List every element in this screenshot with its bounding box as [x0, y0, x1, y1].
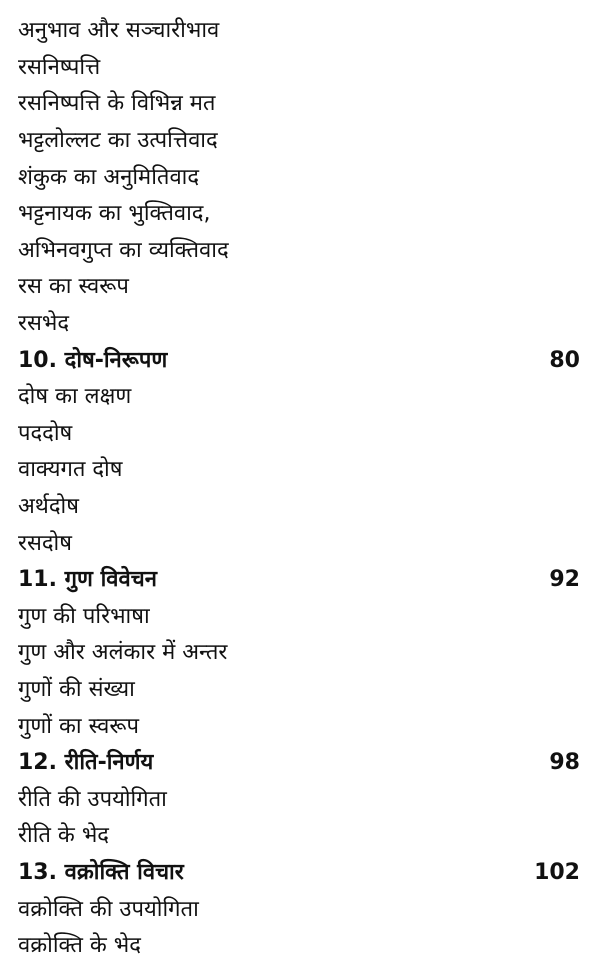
table-of-contents [18, 13, 580, 964]
section-title: रसदोष [18, 530, 72, 556]
chapter-heading [18, 342, 580, 379]
section-title: रस का स्वरूप [18, 274, 129, 300]
section-title: वक्रोक्ति के भेद [18, 933, 141, 959]
toc-entry [18, 269, 580, 306]
section-title: गुण की परिभाषा [18, 603, 150, 629]
chapter-heading [18, 745, 580, 782]
toc-entry [18, 635, 580, 672]
page-number: 98 [549, 750, 580, 776]
chapter-title: 13. वक्रोक्ति विचार [18, 859, 184, 885]
toc-entry [18, 159, 580, 196]
section-title: भट्टनायक का भुक्तिवाद, [18, 201, 211, 227]
toc-entry [18, 708, 580, 745]
toc-entry [18, 233, 580, 270]
toc-entry [18, 452, 580, 489]
section-title: वाक्यगत दोष [18, 457, 123, 483]
toc-entry [18, 123, 580, 160]
page-number: 80 [549, 347, 580, 373]
toc-entry [18, 818, 580, 855]
page-number: 92 [549, 567, 580, 593]
section-title: रसनिष्पत्ति के विभिन्न मत [18, 91, 216, 117]
toc-entry [18, 781, 580, 818]
page-number: 102 [534, 859, 580, 885]
toc-entry [18, 672, 580, 709]
toc-entry [18, 928, 580, 965]
section-title: रीति की उपयोगिता [18, 786, 167, 812]
toc-entry [18, 13, 580, 50]
section-title: अर्थदोष [18, 494, 79, 520]
section-title: अभिनवगुप्त का व्यक्तिवाद [18, 237, 229, 263]
section-title: दोष का लक्षण [18, 384, 132, 410]
section-title: पददोष [18, 420, 73, 446]
chapter-title: 10. दोष-निरूपण [18, 347, 168, 373]
toc-entry [18, 416, 580, 453]
section-title: गुणों का स्वरूप [18, 713, 139, 739]
toc-entry [18, 891, 580, 928]
section-title: अनुभाव और सञ्चारीभाव [18, 18, 220, 44]
toc-entry [18, 525, 580, 562]
toc-entry [18, 379, 580, 416]
section-title: भट्टलोल्लट का उत्पत्तिवाद [18, 128, 218, 154]
section-title: वक्रोक्ति की उपयोगिता [18, 896, 199, 922]
chapter-title: 11. गुण विवेचन [18, 567, 157, 593]
section-title: रसभेद [18, 311, 70, 337]
chapter-heading [18, 855, 580, 892]
toc-entry [18, 489, 580, 526]
toc-entry [18, 306, 580, 343]
toc-entry [18, 599, 580, 636]
chapter-title: 12. रीति-निर्णय [18, 750, 154, 776]
section-title: रसनिष्पत्ति [18, 54, 101, 80]
toc-entry [18, 86, 580, 123]
section-title: शंकुक का अनुमितिवाद [18, 164, 200, 190]
chapter-heading [18, 562, 580, 599]
section-title: गुण और अलंकार में अन्तर [18, 640, 228, 666]
section-title: रीति के भेद [18, 823, 109, 849]
toc-entry [18, 50, 580, 87]
toc-entry [18, 196, 580, 233]
section-title: गुणों की संख्या [18, 676, 135, 702]
